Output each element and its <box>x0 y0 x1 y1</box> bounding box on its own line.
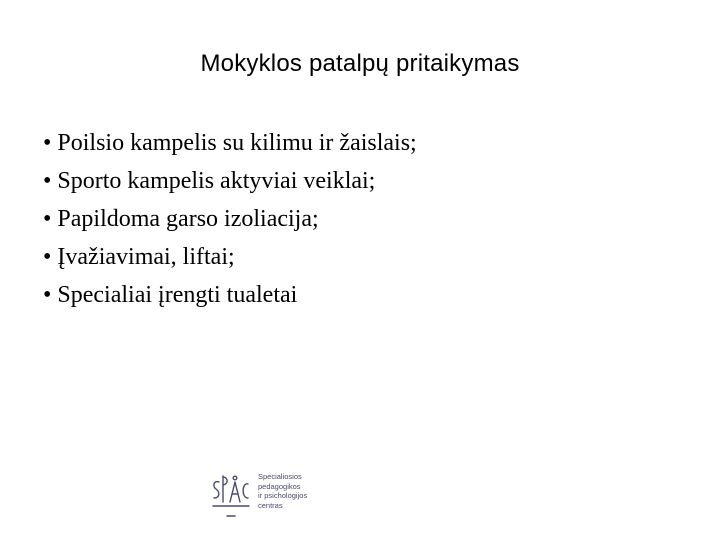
list-item: • Įvažiavimai, liftai; <box>43 244 235 270</box>
logo-text-line: centras <box>258 500 283 510</box>
logo-text-line: pedagogikos <box>258 481 301 491</box>
logo-text <box>258 472 307 510</box>
organization-logo <box>210 464 330 524</box>
logo-emblem-icon <box>210 468 252 520</box>
slide-title: Mokyklos patalpų pritaikymas <box>200 50 520 77</box>
bullet-list <box>43 124 417 314</box>
logo-text-line: Specialiosios <box>258 472 302 481</box>
list-item: • Sporto kampelis aktyviai veiklai; <box>43 168 376 194</box>
logo-text-line: ir psichologijos <box>258 491 308 500</box>
list-item: • Specialiai įrengti tualetai <box>43 282 298 308</box>
list-item: • Papildoma garso izoliacija; <box>43 206 319 232</box>
list-item: • Poilsio kampelis su kilimu ir žaislais; <box>43 130 417 156</box>
